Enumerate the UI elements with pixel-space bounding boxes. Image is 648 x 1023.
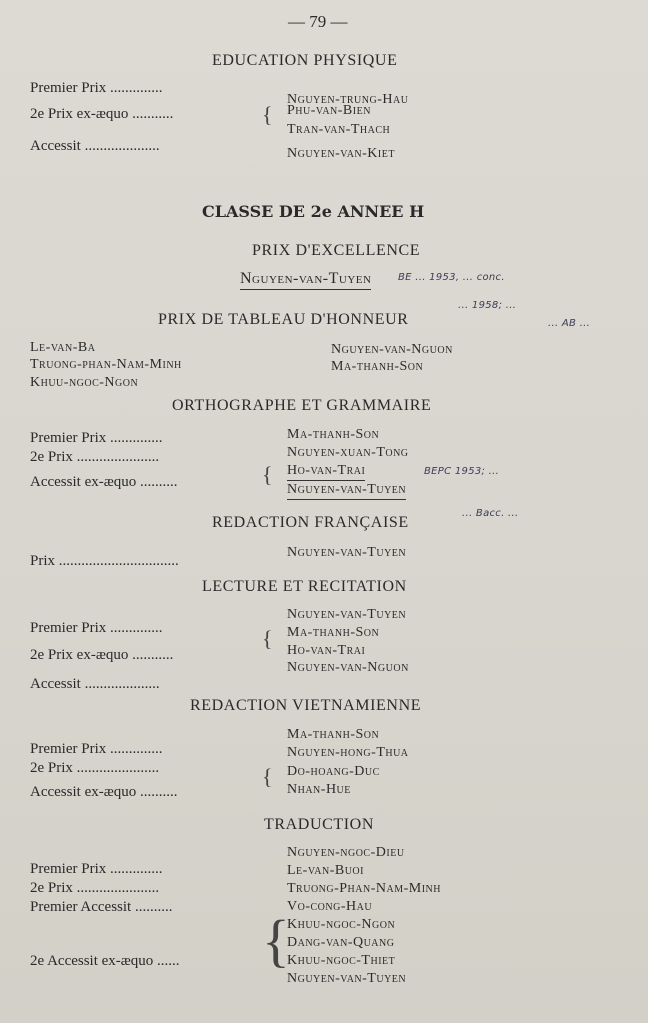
brace-mark: { bbox=[262, 764, 273, 789]
prize-label: Accessit .................... bbox=[30, 138, 160, 154]
winner-name: Truong-Phan-Nam-Minh bbox=[287, 881, 441, 896]
prize-label: Premier Prix .............. bbox=[30, 620, 163, 636]
winner-name: Nguyen-van-Tuyen bbox=[287, 482, 406, 500]
winner-name: Phu-van-Bien bbox=[287, 103, 371, 118]
handwritten-note: BEPC 1953; ... bbox=[424, 466, 500, 477]
prize-label: Accessit ex-æquo .......... bbox=[30, 474, 178, 490]
winner-name: Khuu-ngoc-Ngon bbox=[30, 375, 139, 390]
prize-label: 2e Prix ...................... bbox=[30, 760, 160, 776]
section-title-tableau: PRIX DE TABLEAU D'HONNEUR bbox=[158, 311, 409, 328]
winner-name: Le-van-Ba bbox=[30, 340, 96, 355]
winner-name: Ma-thanh-Son bbox=[287, 427, 380, 442]
winner-name: Ma-thanh-Son bbox=[287, 727, 380, 742]
winner-name: Dang-van-Quang bbox=[287, 935, 395, 950]
handwritten-note: ... 1958; ... bbox=[458, 300, 517, 311]
winner-name: Nguyen-ngoc-Dieu bbox=[287, 845, 405, 860]
winner-name: Ma-thanh-Son bbox=[331, 359, 424, 374]
class-title: CLASSE DE 2e ANNEE H bbox=[202, 202, 425, 221]
winner-name: Nguyen-van-Nguon bbox=[287, 660, 409, 675]
winner-name: Nguyen-van-Tuyen bbox=[287, 607, 407, 622]
handwritten-note: ... Bacc. ... bbox=[462, 508, 519, 519]
prize-label: Accessit .................... bbox=[30, 676, 160, 692]
prize-label: 2e Prix ex-æquo ........... bbox=[30, 647, 174, 663]
brace-mark: { bbox=[262, 462, 273, 487]
prize-label: 2e Prix ...................... bbox=[30, 449, 160, 465]
prize-label: 2e Accessit ex-æquo ...... bbox=[30, 953, 180, 969]
prize-label: Prix ................................ bbox=[30, 553, 179, 569]
section-title-orthographe: ORTHOGRAPHE ET GRAMMAIRE bbox=[172, 397, 432, 414]
winner-name: Nguyen-van-Nguon bbox=[331, 342, 453, 357]
section-title-lecture: LECTURE ET RECITATION bbox=[202, 578, 407, 595]
winner-name: Khuu-ngoc-Ngon bbox=[287, 917, 396, 932]
winner-name: Nguyen-trung-Hau bbox=[287, 92, 409, 107]
prize-label: Premier Prix .............. bbox=[30, 741, 163, 757]
handwritten-note: ... AB ... bbox=[548, 318, 591, 329]
prize-label: Premier Accessit .......... bbox=[30, 899, 173, 915]
brace-mark: { bbox=[262, 626, 273, 651]
prize-label: Premier Prix .............. bbox=[30, 430, 163, 446]
handwritten-note: BE ... 1953, ... conc. bbox=[398, 272, 505, 283]
prize-label: 2e Prix ...................... bbox=[30, 880, 160, 896]
winner-name: Truong-phan-Nam-Minh bbox=[30, 357, 182, 372]
winner-name: Tran-van-Thach bbox=[287, 122, 391, 137]
winner-name: Nguyen-van-Tuyen bbox=[287, 971, 407, 986]
prize-label: 2e Prix ex-æquo ........... bbox=[30, 106, 174, 122]
section-title-redaction-vietnamienne: REDACTION VIETNAMIENNE bbox=[190, 697, 422, 714]
winner-name: Nguyen-hong-Thua bbox=[287, 745, 409, 760]
winner-name: Ho-van-Trai bbox=[287, 463, 365, 481]
brace-mark: { bbox=[262, 102, 273, 127]
winner-name: Nguyen-van-Tuyen bbox=[287, 545, 407, 560]
winner-name: Khuu-ngoc-Thiet bbox=[287, 953, 396, 968]
prize-label: Accessit ex-æquo .......... bbox=[30, 784, 178, 800]
section-title-excellence: PRIX D'EXCELLENCE bbox=[252, 242, 421, 259]
winner-name: Nguyen-van-Kiet bbox=[287, 146, 395, 161]
winner-name: Ho-van-Trai bbox=[287, 643, 366, 658]
section-title-education-physique: EDUCATION PHYSIQUE bbox=[212, 52, 398, 69]
prize-label: Premier Prix .............. bbox=[30, 80, 163, 96]
page-number: — 79 — bbox=[288, 12, 348, 31]
winner-name: Vo-cong-Hau bbox=[287, 899, 373, 914]
winner-name: Do-hoang-Duc bbox=[287, 764, 380, 779]
section-title-traduction: TRADUCTION bbox=[264, 816, 374, 833]
prize-label: Premier Prix .............. bbox=[30, 861, 163, 877]
winner-name: Le-van-Buoi bbox=[287, 863, 364, 878]
winner-name: Ma-thanh-Son bbox=[287, 625, 380, 640]
winner-name: Nguyen-van-Tuyen bbox=[240, 270, 371, 290]
winner-name: Nguyen-xuan-Tong bbox=[287, 445, 409, 460]
brace-mark: { bbox=[262, 908, 290, 973]
section-title-redaction-francaise: REDACTION FRANÇAISE bbox=[212, 514, 409, 531]
winner-name: Nhan-Hue bbox=[287, 782, 351, 797]
